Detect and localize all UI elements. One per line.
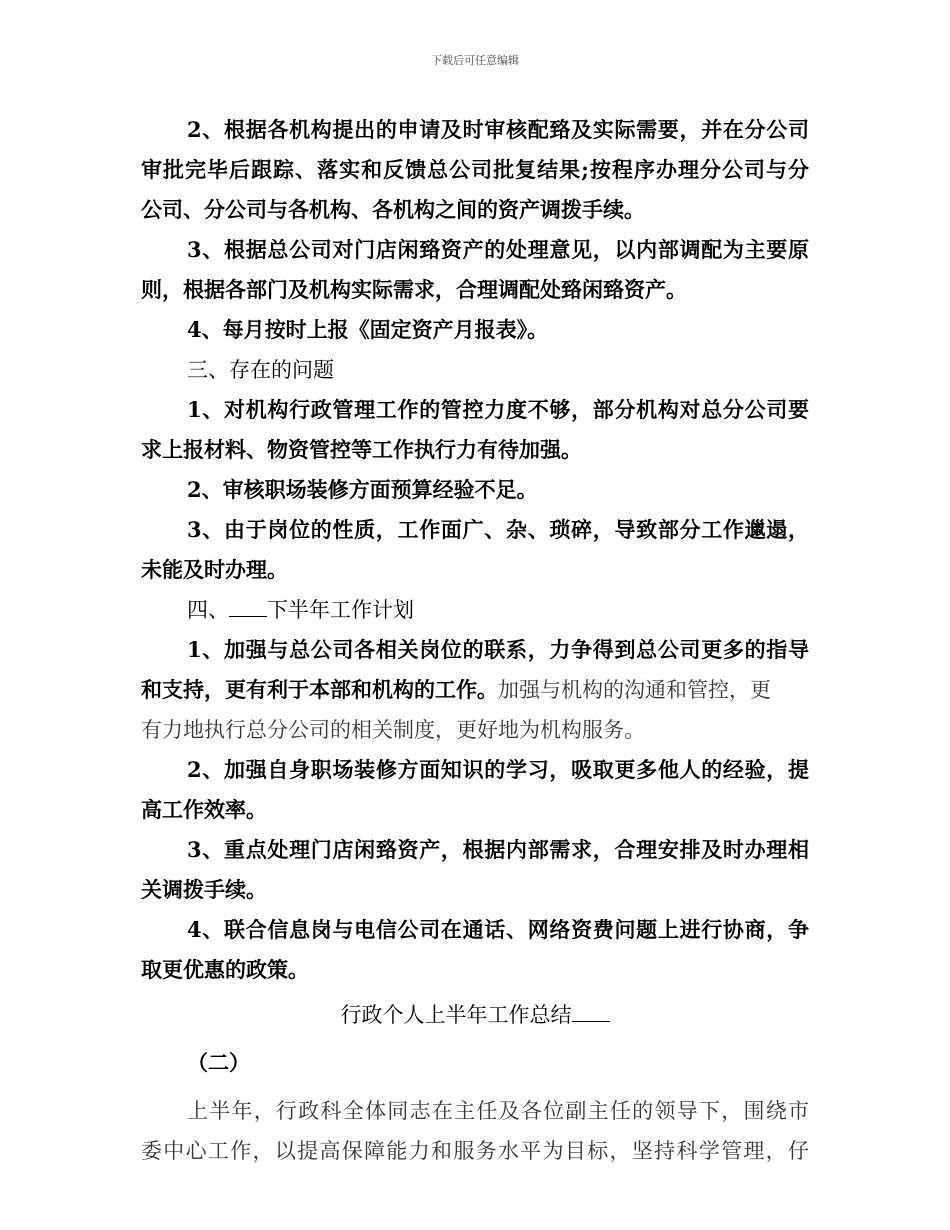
paragraph-line: 审批完毕后跟踪、落实和反馈总公司批复结果;按程序办理分公司与分 [141,157,809,182]
section-heading: 三、存在的问题 [187,358,334,382]
paragraph-line: 2、加强自身职场装修方面知识的学习，吸取更多他人的经验，提 [187,757,809,782]
paragraph-line: 未能及时办理。 [141,557,288,582]
paragraph-line [141,677,771,703]
paragraph-line: 取更优惠的政策。 [141,957,309,982]
section-heading [187,597,414,623]
paragraph-line: 1、对机构行政管理工作的管控力度不够，部分机构对总分公司要 [187,397,809,422]
paragraph-line: 关调拨手续。 [141,877,267,902]
document-title [0,1002,950,1028]
paragraph-line: 3、根据总公司对门店闲臵资产的处理意见，以内部调配为主要原 [187,237,809,262]
paragraph-line: 2、审核职场装修方面预算经验不足。 [187,477,538,502]
section-heading-text: 下半年工作计划 [267,598,414,622]
page-header: 下载后可任意编辑 [431,54,519,67]
paragraph-line: 上半年，行政科全体同志在主任及各位副主任的领导下，围绕市 [187,1099,809,1123]
paragraph-line: 2、根据各机构提出的申请及时审核配臵及实际需要，并在分公司 [187,117,809,142]
blank-underline [229,598,267,617]
paragraph-line: 求上报材料、物资管控等工作执行力有待加强。 [141,437,582,462]
paragraph-line: 有力地执行总分公司的相关制度，更好地为机构服务。 [141,718,645,742]
paragraph-text-regular: 加强与机构的沟通和管控，更 [498,678,771,702]
paragraph-line: 则，根据各部门及机构实际需求，合理调配处臵闲臵资产。 [141,277,687,302]
document-title-text: 行政个人上半年工作总结 [340,1003,572,1027]
section-heading-prefix: 四、 [187,598,229,622]
section-number: （二） [187,1050,250,1075]
paragraph-line: 高工作效率。 [141,797,267,822]
paragraph-line: 3、重点处理门店闲臵资产，根据内部需求，合理安排及时办理相 [187,837,809,862]
paragraph-line: 3、由于岗位的性质，工作面广、杂、琐碎，导致部分工作邋遢， [187,517,809,542]
paragraph-line: 4、联合信息岗与电信公司在通话、网络资费问题上进行协商，争 [187,917,809,942]
paragraph-line: 4、每月按时上报《固定资产月报表》。 [187,317,549,342]
blank-underline [572,1003,610,1022]
paragraph-line: 委中心工作，以提高保障能力和服务水平为目标，坚持科学管理，仔 [141,1139,809,1163]
paragraph-line: 1、加强与总公司各相关岗位的联系，力争得到总公司更多的指导 [187,637,809,662]
paragraph-line: 公司、分公司与各机构、各机构之间的资产调拨手续。 [141,197,645,222]
paragraph-text-bold: 和支持，更有利于本部和机构的工作。 [141,677,498,702]
